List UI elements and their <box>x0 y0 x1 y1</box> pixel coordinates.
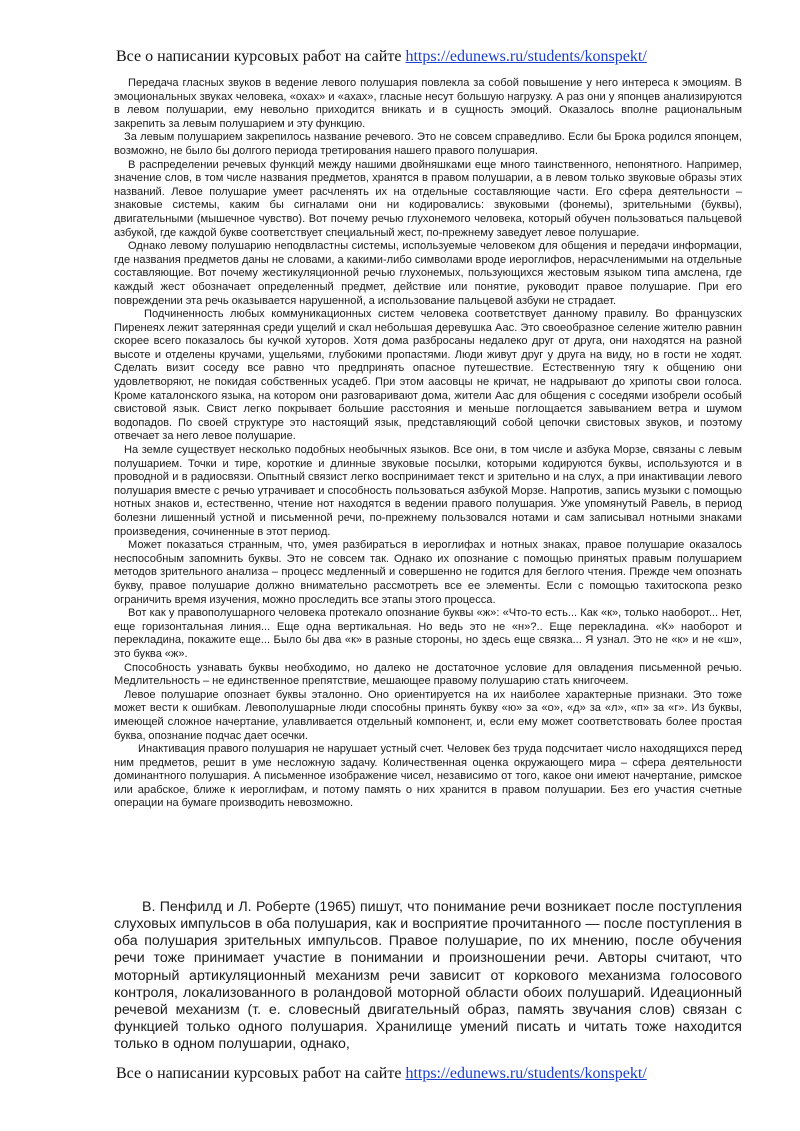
header-link[interactable]: https://edunews.ru/students/konspekt/ <box>405 48 647 65</box>
paragraph: Передача гласных звуков в ведение левого полушария повлекла за собой повышение у него интереса к эмоциям. В эмоциональных звуках человека, «охах» и «ахах», гласные несут большую нагрузку. А раз они у японцев анализируются в левом полушарии, ему невольно приходится вникать и в сущность эмоций. Оказалось вполне рациональным закрепить за левым полушарием и эту функцию. <box>114 77 742 130</box>
paragraph: В. Пенфилд и Л. Роберте (1965) пишут, что понимание речи возникает после поступления слуховых импульсов в оба полушария, как и восприятие прочитанного — после поступления в оба полушария зрительных импульсов. Правое полушарие, по их мнению, после обучения речи тоже принимает участие в понимании и произношении речи. Авторы считают, что моторный артикуляционный механизм речи зависит от коркового механизма голосового контроля, локализованного в роландовой моторной области обоих полушарий. Идеационный речевой механизм (т. е. словесный двигательный образ, память звучания слов) связан с функцией только одного полушария. Хранилище умений писать и читать тоже находится только в одном полушарии, однако, <box>114 899 742 1053</box>
paragraph: Левое полушарие опознает буквы эталонно. Оно ориентируется на их наиболее характерные признаки. Это тоже может вести к ошибкам. Левополушарные люди способны принять букву «ю» за «о», «д» за «л», «п» за «г». Из буквы, имеющей сложное начертание, улавливается отдельный компонент, и, если ему может соответствовать более простая буква, опознание подчас дает осечки. <box>114 688 742 742</box>
header-text: Все о написании курсовых работ на сайте <box>116 48 406 65</box>
article-body <box>114 77 742 811</box>
paragraph: Способность узнавать буквы необходимо, но далеко не достаточное условие для овладения письменной речью. Медлительность – не единственное препятствие, мешающее правому полушарию стать книгочеем. <box>114 661 742 688</box>
paragraph: Однако левому полушарию неподвластны системы, используемые человеком для общения и передачи информации, где названия предметов даны не словами, а какими-либо символами вроде иероглифов, нерасчленимыми на отдельные составляющие. Вот почему жестикуляционной речью глухонемых, пользующихся жестовым языком типа амслена, где каждый жест обозначает определенный предмет, действие или понятие, руководит правое полушарие. При его повреждении эта речь оказывается нарушенной, а использование пальцевой азбуки не страдает. <box>114 240 742 307</box>
article-body-large <box>114 899 742 1053</box>
paragraph: За левым полушарием закрепилось название речевого. Это не совсем справедливо. Если бы Брока родился японцем, возможно, не было бы долгого периода третирования нашего правого полушария. <box>114 131 742 157</box>
paragraph: Вот как у правополушарного человека протекало опознание буквы «ж»: «Что-то есть... Как «к», только наоборот... Нет, еще горизонтальная линия... Еще одна вертикальная. Но ведь это не «н»?.. Еще перекладина. «К» наоборот и перекладина, покажите еще... Было бы два «к» в разные стороны, но здесь еще связка... Я узнал. Это не «к» и не «ш», это буква «ж». <box>114 607 742 660</box>
paragraph: Подчиненность любых коммуникационных систем человека соответствует данному правилу. Во французских Пиренеях лежит затерянная среди ущелий и скал небольшая деревушка Аас. Это своеобразное селение жителю равнин скорее всего показалось бы кучкой хуторов. Хотя дома разбросаны недалеко друг от друга, они находятся на разной высоте и отделены кручами, ущельями, глубокими пропастями. Люди живут друг у друга на виду, но в гости не ходят. Сделать визит соседу все равно что предпринять опасное путешествие. Естественную тягу к общению они удовлетворяют, не покидая собственных усадеб. При этом аасовцы не кричат, не надрывают до хрипоты свои голоса. Кроме каталонского языка, на котором они разговаривают дома, жители Аас для общения с соседями изобрели особый свистовой язык. Свист легко покрывает большие расстояния и меньше поглощается завыванием ветра и шумом водопадов. По своей структуре это настоящий язык, представляющий собой цепочки свистовых звуков, и поэтому отвечает за него левое полушарие. <box>114 308 742 443</box>
footer-text: Все о написании курсовых работ на сайте <box>116 1065 406 1082</box>
paragraph: В распределении речевых функций между нашими двойняшками еще много таинственного, непонятного. Например, значение слов, в том числе названия предметов, хранятся в правом полушарии, а в левом только звуковые образы этих названий. Левое полушарие умеет расчленять их на отдельные составляющие части. Его сфера деятельности – знаковые системы, каким бы сигналами они ни кодировались: звуковыми (фонемы), зрительными (буквы), двигательными (мышечное чувство). Вот почему речью глухонемого человека, который обучен пользоваться пальцевой азбукой, где каждой букве соответствует специальный жест, по-прежнему заведует левое полушарие. <box>114 158 742 239</box>
footer-banner <box>116 1064 756 1084</box>
paragraph: Инактивация правого полушария не нарушает устный счет. Человек без труда подсчитает число находящихся перед ним предметов, решит в уме несложную задачу. Количественная оценка окружающего мира – сфера деятельности доминантного полушария. А письменное изображение чисел, независимо от того, какое они имеют начертание, римское или арабское, ближе к иероглифам, и потому память о них хранится в правом полушарии. Без его участия счетные операции на бумаге производить невозможно. <box>114 743 742 810</box>
paragraph: На земле существует несколько подобных необычных языков. Все они, в том числе и азбука Морзе, связаны с левым полушарием. Точки и тире, короткие и длинные звуковые посылки, которыми кодируются буквы, используются и в проводной и в радиосвязи. Опытный связист легко воспринимает текст и зрительно и на слух, а при инактивации левого полушария вместе с речью утрачивает и способность пользоваться азбукой Морзе. Напротив, запись музыки с помощью нотных знаков и, естественно, чтение нот находятся в ведении правого полушария. Уже упомянутый Равель, в период болезни лишенный устной и письменной речи, по-прежнему пользовался нотами и сам записывал нотными знаками произведения, сочиненные в этот период. <box>114 444 742 538</box>
footer-link[interactable]: https://edunews.ru/students/konspekt/ <box>405 1065 647 1082</box>
paragraph: Может показаться странным, что, умея разбираться в иероглифах и нотных знаках, правое полушарие оказалось неспособным запомнить буквы. Это не совсем так. Однако их опознание с помощью принятых правым полушарием методов зрительного анализа – процесс медленный и совершенно не годится для беглого чтения. Прежде чем опознать букву, правое полушарие должно внимательно рассмотреть все ее элементы. Если с помощью тахитоскопа резко ограничить время изучения, можно проследить все этапы этого процесса. <box>114 539 742 606</box>
header-banner <box>116 47 756 67</box>
